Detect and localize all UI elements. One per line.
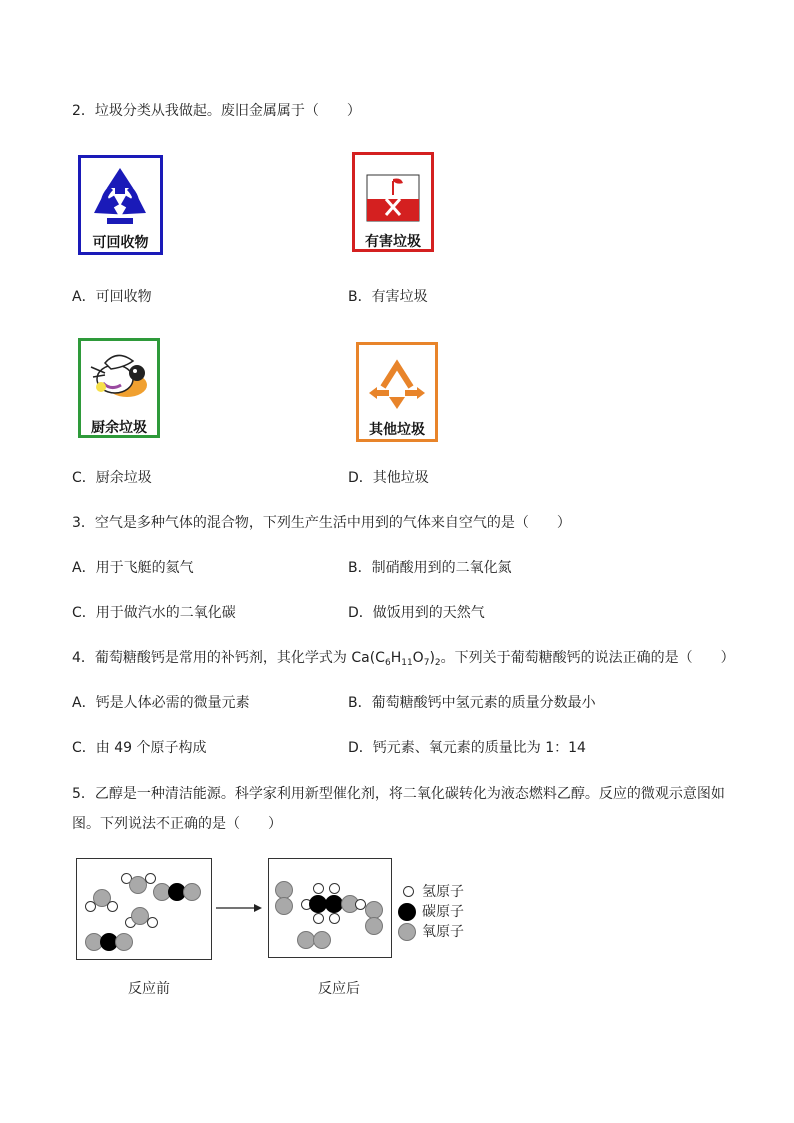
q4-stem (72, 649, 735, 672)
q4-sub-oxygen: 7 (423, 658, 430, 668)
q4-h: H (390, 650, 402, 666)
q2-stem: 2．垃圾分类从我做起。废旧金属属于（ ） (72, 103, 361, 119)
q4-option-b: B．葡萄糖酸钙中氢元素的质量分数最小 (348, 695, 596, 711)
q4-sub-group: 2 (434, 658, 441, 668)
q2-option-d: D．其他垃圾 (348, 470, 429, 486)
q2-option-a: A．可回收物 (72, 289, 152, 305)
hydrogen-atom (329, 913, 340, 924)
q3-stem: 3．空气是多种气体的混合物，下列生产生活中用到的气体来自空气的是（ ） (72, 515, 571, 531)
other-waste-icon (359, 353, 435, 413)
q3-option-d: D．做饭用到的天然气 (348, 605, 485, 621)
oxygen-atom (365, 917, 383, 935)
q4-sub-carbon: 6 (384, 658, 391, 668)
q5-stem-line1: 5．乙醇是一种清洁能源。科学家利用新型催化剂，将二氧化碳转化为液态燃料乙醇。反应的微观示意图如 (72, 786, 725, 802)
oxygen-legend-label: 氧原子 (422, 924, 464, 940)
other-bin-image (356, 342, 438, 442)
q2-option-c: C．厨余垃圾 (72, 470, 152, 486)
hydrogen-atom (313, 883, 324, 894)
hydrogen-atom (145, 873, 156, 884)
hazardous-bin-image (352, 152, 434, 252)
q4-o: O (412, 650, 424, 666)
q4-stem-before: 4．葡萄糖酸钙是常用的补钙剂，其化学式为 Ca(C (72, 650, 385, 666)
q3-option-a: A．用于飞艇的氦气 (72, 560, 194, 576)
reaction-arrow-icon (214, 902, 264, 914)
q2-option-b: B．有害垃圾 (348, 289, 428, 305)
carbon-legend-swatch (398, 903, 416, 921)
hazard-icon (355, 169, 431, 229)
oxygen-atom (313, 931, 331, 949)
q4-paren: ) (429, 650, 435, 666)
hydrogen-atom (147, 917, 158, 928)
recyclable-bin-image (78, 155, 163, 255)
hydrogen-atom (313, 913, 324, 924)
q4-option-c: C．由 49 个原子构成 (72, 740, 207, 756)
q5-stem-line2: 图。下列说法不正确的是（ ） (72, 816, 282, 832)
hydrogen-legend-swatch (403, 886, 414, 897)
oxygen-atom (183, 883, 201, 901)
hydrogen-atom (85, 901, 96, 912)
carbon-legend-label: 碳原子 (422, 904, 464, 920)
food-waste-icon (81, 343, 157, 409)
oxygen-atom (275, 897, 293, 915)
q4-sub-hydrogen: 11 (401, 658, 413, 668)
q4-stem-after: 。下列关于葡萄糖酸钙的说法正确的是（ ） (440, 650, 735, 666)
hazardous-bin-label: 有害垃圾 (365, 234, 421, 250)
oxygen-legend-swatch (398, 923, 416, 941)
q3-option-b: B．制硝酸用到的二氧化氮 (348, 560, 512, 576)
caption-before: 反应前 (128, 981, 170, 997)
kitchen-bin-label: 厨余垃圾 (91, 420, 147, 436)
recyclable-bin-label: 可回收物 (92, 235, 149, 251)
other-bin-label: 其他垃圾 (369, 422, 425, 438)
reaction-before-box (76, 858, 212, 960)
reaction-after-box (268, 858, 392, 958)
q4-option-d: D．钙元素、氧元素的质量比为 1：14 (348, 740, 586, 756)
recycle-icon (81, 160, 160, 232)
q4-option-a: A．钙是人体必需的微量元素 (72, 695, 250, 711)
hydrogen-atom (107, 901, 118, 912)
hydrogen-atom (329, 883, 340, 894)
q3-option-c: C．用于做汽水的二氧化碳 (72, 605, 236, 621)
oxygen-atom (115, 933, 133, 951)
caption-after: 反应后 (318, 981, 360, 997)
kitchen-bin-image (78, 338, 160, 438)
hydrogen-legend-label: 氢原子 (422, 884, 464, 900)
